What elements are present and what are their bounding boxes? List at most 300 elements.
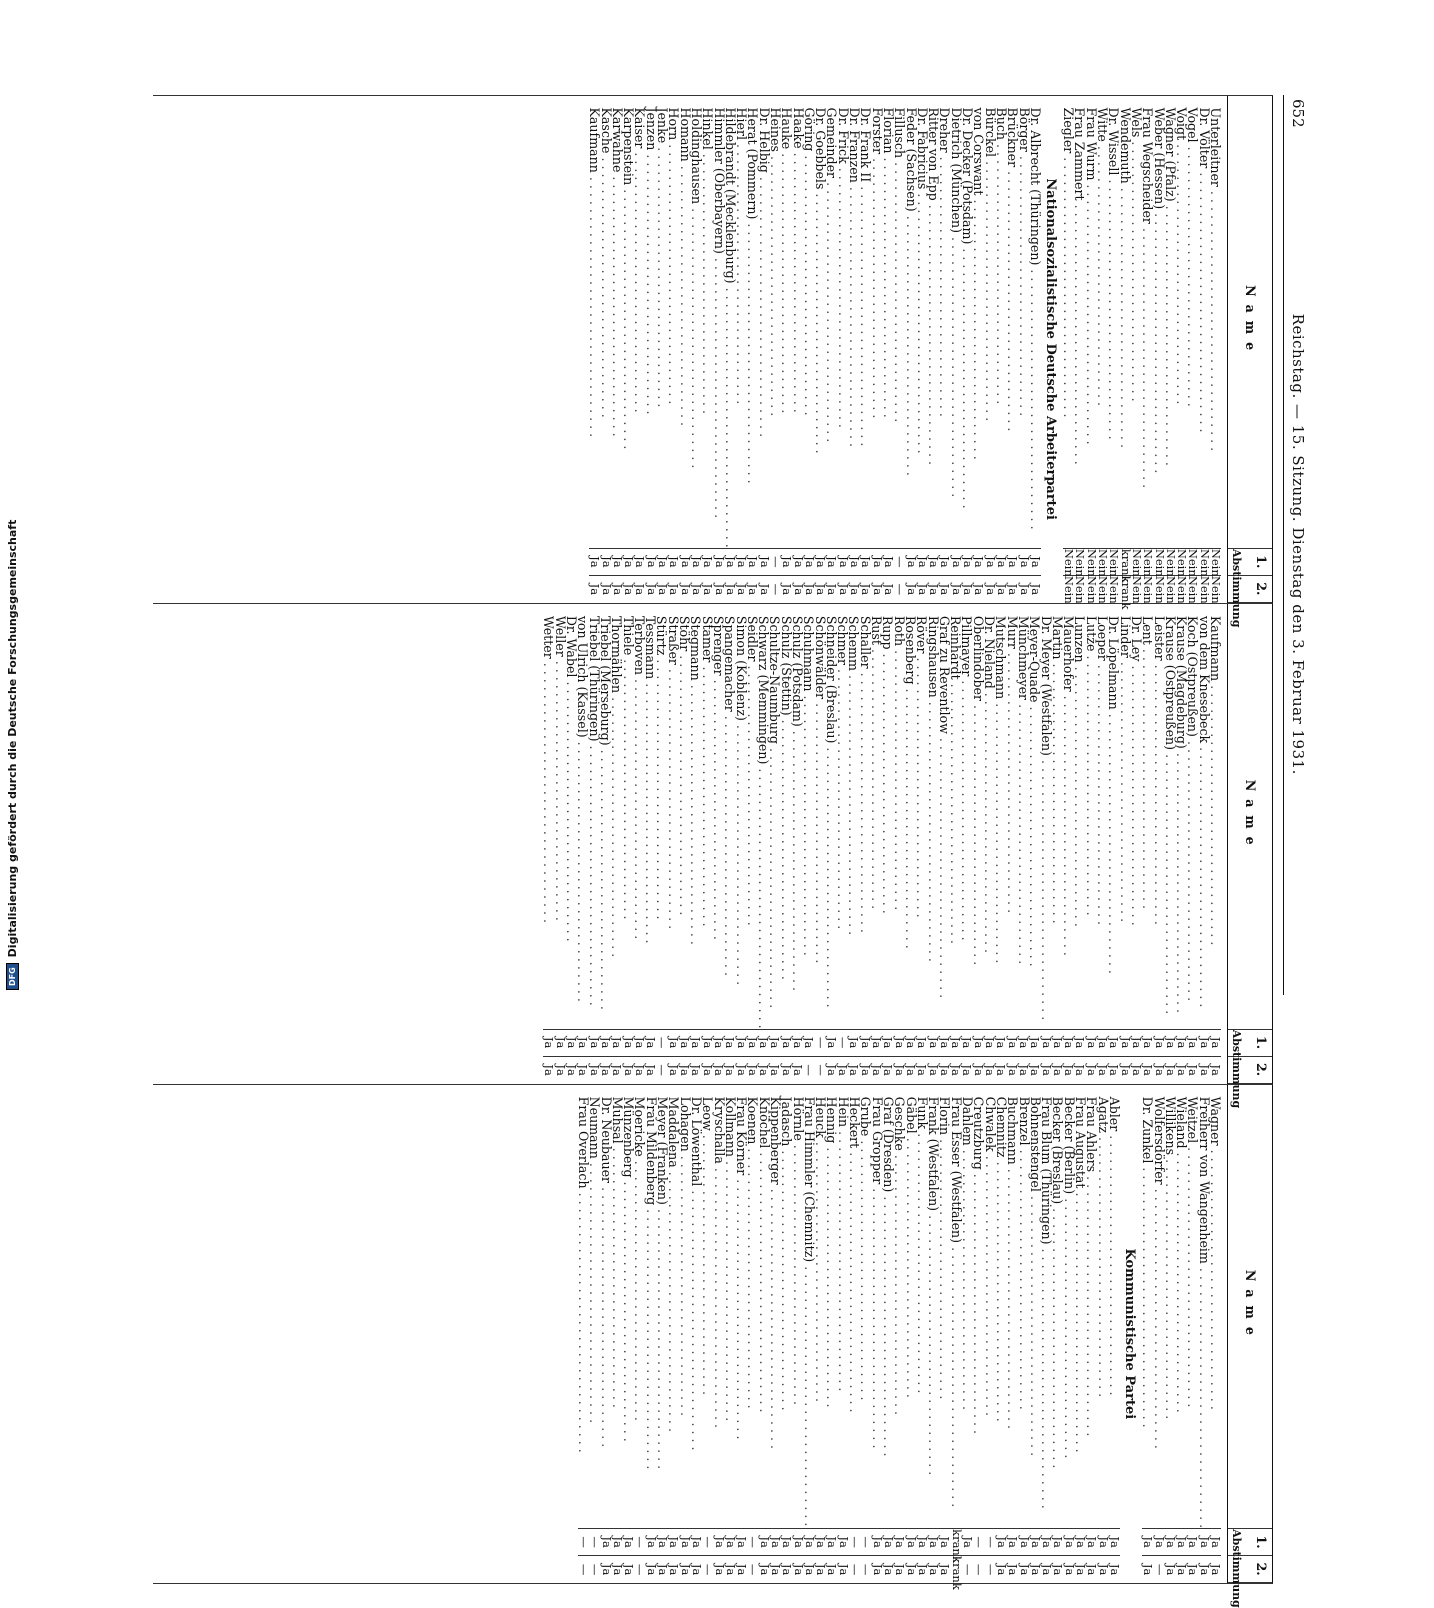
vote-1: Ja: [1176, 1529, 1187, 1556]
member-name: Loeper . . .: [1097, 604, 1108, 1030]
member-name: Schemm . . .: [848, 604, 859, 1030]
table-row: [948, 1085, 964, 1590]
vote-1: Nein: [1096, 548, 1111, 577]
vote-2: —: [972, 1563, 987, 1576]
vote-2: Ja: [1186, 1064, 1201, 1076]
vote-2: Ja: [848, 583, 863, 596]
digitization-note: [6, 520, 19, 990]
member-name: von dem Knesebeck . . .: [1198, 604, 1209, 1030]
member-name: Schultze-Naumburg . . .: [769, 604, 780, 1030]
member-name: Stamer . . .: [701, 604, 712, 1030]
vote-1: Ja: [792, 549, 803, 576]
vote-1: Ja: [667, 1030, 678, 1057]
vote-2: Ja: [735, 1563, 750, 1576]
member-name: Terboven . . .: [634, 604, 645, 1030]
vote-1: Ja: [668, 549, 679, 576]
vote-1: Ja: [962, 1529, 973, 1556]
vote-1: Ja: [905, 1529, 916, 1556]
vote-1: Ja: [871, 1030, 882, 1057]
member-name: Röver . . .: [916, 604, 927, 1030]
vote-1: Ja: [916, 1030, 927, 1057]
member-name: Münzenberg . . .: [623, 1085, 634, 1530]
vote-2: Ja: [1186, 1563, 1201, 1576]
vote-1: Ja: [883, 549, 894, 576]
member-name: Dr. Völter . . .: [1198, 96, 1209, 549]
member-name: Heuck . . .: [815, 1085, 826, 1530]
vote-2: Ja: [734, 1064, 749, 1076]
member-name: Kaufmann . . .: [589, 96, 600, 549]
vote-2: Ja: [723, 1064, 738, 1076]
vote-1: Ja: [1198, 1529, 1209, 1556]
page-number: 652: [1288, 99, 1307, 128]
vote-1: Ja: [1018, 1529, 1029, 1556]
vote-1: Nein: [1062, 548, 1077, 577]
abstimmung-header: Abstimmung: [1230, 548, 1244, 628]
member-name: Wetter . . .: [543, 604, 554, 1030]
table-row: [643, 1085, 659, 1584]
abstimmung-header: Abstimmung: [1230, 1029, 1244, 1109]
vote-2: Ja: [678, 1064, 693, 1076]
vote-1: Ja: [691, 1529, 702, 1556]
party-heading: Nationalsozialistische Deutsche Arbeiterpartei: [1042, 178, 1058, 520]
member-name: Dr. Nieland . . .: [984, 604, 995, 1030]
table-row: [1117, 604, 1133, 1084]
member-name: Kippenberger . . .: [770, 1085, 781, 1530]
vote-2: Ja: [1141, 1563, 1156, 1576]
vote-2: Ja: [757, 583, 772, 596]
vote-2: Nein: [1096, 575, 1111, 604]
member-name: Frau Zammert . . .: [1074, 96, 1085, 549]
vote-2: —: [859, 1563, 874, 1576]
member-name: Wendemuth . . .: [1119, 96, 1130, 549]
vote-1: Nein: [1084, 548, 1099, 577]
vote-2: Ja: [1051, 1563, 1066, 1576]
vote-1: Ja: [634, 1030, 645, 1057]
member-name: Stürtz . . .: [656, 604, 667, 1030]
table-row: [575, 1085, 591, 1584]
vote-2: Ja: [1074, 1563, 1089, 1576]
vote-1: Ja: [1131, 1030, 1142, 1057]
member-name: Pillmayer . . .: [961, 604, 972, 1030]
table-row: [857, 604, 873, 1084]
member-name: Ritter von Epp . . .: [928, 96, 939, 549]
document-page: [100, 95, 1310, 1608]
member-name: Schaller . . .: [860, 604, 871, 1030]
vote-1: Ja: [803, 1030, 814, 1057]
member-name: Triebel (Merseburg) . . .: [600, 604, 611, 1030]
vote-2: Ja: [927, 1563, 942, 1576]
vote-1: —: [702, 1529, 713, 1556]
vote-1: krank: [949, 1529, 964, 1563]
member-name: Becker (Breslau) . . .: [1052, 1085, 1063, 1530]
member-name: Jenzen . . .: [645, 96, 656, 549]
member-name: Knöchel . . .: [758, 1085, 769, 1530]
member-name: Frank (Westfalen) . . .: [928, 1085, 939, 1530]
vote-2: Ja: [622, 1563, 637, 1576]
vote-2: —: [655, 1064, 670, 1076]
vote-2: Ja: [802, 1563, 817, 1576]
member-name: Stöhr . . .: [679, 604, 690, 1030]
vote-2: Ja: [949, 583, 964, 596]
table-row: [643, 96, 659, 603]
table-row: [541, 604, 557, 1084]
vote-1: Ja: [1018, 1030, 1029, 1057]
vote-1: Ja: [984, 549, 995, 576]
vote-1: Ja: [690, 1030, 701, 1057]
member-name: Feder (Sachsen) . . .: [905, 96, 916, 549]
vote-1: Ja: [1108, 1030, 1119, 1057]
member-name: Lent . . .: [1142, 604, 1153, 1030]
vote-2: —: [802, 1064, 817, 1076]
vote-1: Ja: [849, 549, 860, 576]
vote-2: Ja: [1073, 1064, 1088, 1076]
vote-2: Ja: [1197, 1563, 1212, 1576]
vote-1: Ja: [848, 1030, 859, 1057]
table-row: [1095, 1085, 1111, 1584]
vote-1: Ja: [1030, 549, 1041, 576]
member-name: Straßer . . .: [667, 604, 678, 1030]
vote-2: Ja: [780, 583, 795, 596]
vote-1: Ja: [1086, 1529, 1097, 1556]
member-name: Leister . . .: [1153, 604, 1164, 1030]
vote-1: —: [849, 1529, 860, 1556]
table-row: [778, 604, 794, 1084]
vote-1: Ja: [645, 1529, 656, 1556]
vote-2: Ja: [824, 1064, 839, 1076]
member-name: Seidler . . .: [747, 604, 758, 1030]
vote-1: Ja: [950, 549, 961, 576]
member-name: Weber (Hessen) . . .: [1153, 96, 1164, 549]
vote-1: —: [747, 1529, 758, 1556]
member-name: Florian . . .: [883, 96, 894, 549]
vote-2: Ja: [599, 1563, 614, 1576]
member-name: Ziegler . . .: [1063, 96, 1074, 549]
vote-1: Ja: [1109, 1529, 1120, 1556]
vote-2: Ja: [678, 1563, 693, 1576]
vote-1: Ja: [973, 549, 984, 576]
vote-2: Ja: [588, 583, 603, 596]
vote-1: Ja: [1018, 549, 1029, 576]
vote-2: Nein: [1141, 575, 1156, 604]
vote-2: Ja: [915, 583, 930, 596]
vote-1: Ja: [1142, 1030, 1153, 1057]
member-name: Koenen . . .: [747, 1085, 758, 1530]
vote-1: —: [894, 549, 905, 576]
vote-2: Ja: [859, 583, 874, 596]
member-name: Gäbel . . .: [905, 1085, 916, 1530]
column-header: [1227, 1085, 1273, 1608]
member-name: Dahlem . . .: [962, 1085, 973, 1530]
vote-1: —: [984, 1529, 995, 1556]
member-name: Hierl . . .: [736, 96, 747, 549]
vote-1: Ja: [758, 549, 769, 576]
vote-2: Ja: [1096, 1563, 1111, 1576]
member-name: Dr. Helbig . . .: [758, 96, 769, 549]
vote-2: Ja: [836, 1064, 851, 1076]
member-name: Bürckel . . .: [984, 96, 995, 549]
vote-2: Ja: [903, 1064, 918, 1076]
member-name: Graf (Dresden) . . .: [883, 1085, 894, 1530]
table-row: [665, 604, 681, 1084]
member-name: Börger . . .: [1018, 96, 1029, 549]
member-name: Frau Mildenberg . . .: [645, 1085, 656, 1530]
vote-2: Ja: [836, 583, 851, 596]
vote-1: Ja: [894, 1529, 905, 1556]
vote-2: Ja: [1209, 1563, 1223, 1576]
member-name: Unterleitner . . .: [1210, 96, 1221, 549]
member-name: Jadasch . . .: [781, 1085, 792, 1530]
member-name: Frau Wegscheider . . .: [1142, 96, 1153, 549]
vote-1: Ja: [917, 549, 928, 576]
vote-1: Ja: [838, 1529, 849, 1556]
member-name: Göring . . .: [804, 96, 815, 549]
member-name: Abler . . .: [1109, 1085, 1120, 1530]
vote-2: —: [848, 1563, 863, 1576]
vote-2: Ja: [1107, 1064, 1122, 1076]
member-name: Dr. Goebbels . . .: [815, 96, 826, 549]
member-name: Kaufmann . . .: [1210, 604, 1221, 1030]
table-row: [699, 604, 715, 1084]
member-name: Dr. Decker (Potsdam) . . .: [962, 96, 973, 549]
vote-1: Ja: [735, 1030, 746, 1057]
vote-2: Ja: [791, 583, 806, 596]
vote-2: Ja: [689, 1563, 704, 1576]
vote-2: Nein: [1209, 575, 1223, 604]
vote-1: Ja: [612, 549, 623, 576]
table-row: [835, 1085, 851, 1584]
vote-2: Ja: [1107, 1563, 1122, 1576]
vote-2: Ja: [825, 1563, 840, 1576]
member-name: Dietrich (München) . . .: [950, 96, 961, 549]
member-name: Dr. Franzen . . .: [849, 96, 860, 549]
member-name: Heckert . . .: [849, 1085, 860, 1530]
vote-1: Ja: [657, 1529, 668, 1556]
member-name: Rust . . .: [871, 604, 882, 1030]
member-name: Horn . . .: [668, 96, 679, 549]
member-name: Hinkel . . .: [702, 96, 713, 549]
vote-1: Ja: [724, 1030, 735, 1057]
member-name: Oberlindober . . .: [972, 604, 983, 1030]
member-name: Münchmeyer . . .: [1018, 604, 1029, 1030]
vote-1: Ja: [1153, 1529, 1164, 1556]
table-row: [1083, 604, 1099, 1084]
member-name: Agatz . . .: [1097, 1085, 1108, 1530]
vote-2: Ja: [689, 583, 704, 596]
vote-2: Nein: [1186, 575, 1201, 604]
vote-1: Ja: [860, 1030, 871, 1057]
member-name: Thormählen . . .: [611, 604, 622, 1030]
member-name: Forster . . .: [871, 96, 882, 549]
vote2-header: 2.: [1228, 576, 1272, 603]
vote-1: Ja: [679, 549, 690, 576]
vote-1: Ja: [1007, 1529, 1018, 1556]
vote-2: Ja: [1084, 1064, 1099, 1076]
vote-2: Ja: [881, 1064, 896, 1076]
member-name: Funk . . .: [917, 1085, 928, 1530]
vote-2: Ja: [565, 1064, 580, 1076]
vote-2: Ja: [644, 1064, 659, 1076]
vote-column: [153, 95, 1273, 628]
vote-1: Ja: [939, 1030, 950, 1057]
vote-1: —: [860, 1529, 871, 1556]
vote-1: Ja: [928, 1529, 939, 1556]
member-name: Heines . . .: [770, 96, 781, 549]
vote-1: Ja: [1029, 1030, 1040, 1057]
vote-1: Nein: [1197, 548, 1212, 577]
vote-2: Ja: [1163, 1563, 1178, 1576]
member-name: Holdinghausen . . .: [691, 96, 702, 549]
vote-1: Ja: [668, 1529, 679, 1556]
vote-2: Nein: [1163, 575, 1178, 604]
table-row: [982, 96, 998, 603]
vote-2: —: [813, 1064, 828, 1076]
vote-2: —: [576, 1563, 591, 1576]
vote-2: Ja: [735, 583, 750, 596]
vote-2: Ja: [881, 1563, 896, 1576]
table-row: [1196, 96, 1212, 604]
member-name: Meyer (Franken) . . .: [657, 1085, 668, 1530]
member-name: Gemeinder . . .: [826, 96, 837, 549]
member-name: Krause (Magdeburg) . . .: [1176, 604, 1187, 1030]
member-name: Thiele . . .: [622, 604, 633, 1030]
member-name: Triebel (Thüringen) . . .: [588, 604, 599, 1030]
vote-2: Ja: [621, 1064, 636, 1076]
vote-1: Ja: [928, 549, 939, 576]
table-row: [869, 96, 885, 603]
table-row: [552, 604, 568, 1084]
member-name: Creutzburg . . .: [973, 1085, 984, 1530]
member-name: Mutschmann . . .: [995, 604, 1006, 1030]
vote-1: Ja: [1007, 549, 1018, 576]
vote-2: Ja: [1017, 583, 1032, 596]
member-name: Wolfersdörfer . . .: [1153, 1085, 1164, 1530]
member-name: Frau Gropper . . .: [871, 1085, 882, 1530]
vote-1: Ja: [1119, 1030, 1130, 1057]
member-name: Voigt . . .: [1176, 96, 1187, 549]
vote-2: Ja: [745, 1064, 760, 1076]
vote-1: Ja: [962, 549, 973, 576]
vote-1: —: [770, 549, 781, 576]
vote-1: Ja: [996, 549, 1007, 576]
vote-2: Ja: [893, 1563, 908, 1576]
member-name: Dreher . . .: [939, 96, 950, 549]
vote-2: Ja: [723, 583, 738, 596]
vote-column: [153, 1084, 1273, 1608]
vote-1: Ja: [1030, 1529, 1041, 1556]
vote-1: Ja: [1074, 1030, 1085, 1057]
table-row: [1140, 1085, 1156, 1584]
vote-2: Ja: [656, 583, 671, 596]
member-name: Moericke . . .: [634, 1085, 645, 1530]
member-name: Dr. Meyer (Westfalen) . . .: [1040, 604, 1051, 1030]
table-row: [970, 604, 986, 1084]
vote-1: Ja: [589, 549, 600, 576]
vote-2: Ja: [960, 1064, 975, 1076]
member-name: Dr. Wissell . . .: [1108, 96, 1119, 549]
member-name: Leow . . .: [702, 1085, 713, 1530]
member-name: Dr. Ley . . .: [1131, 604, 1142, 1030]
party-heading: Kommunistische Partei: [1121, 1248, 1137, 1420]
vote-1: —: [837, 1030, 848, 1057]
member-name: Frau Overlach . . .: [578, 1085, 589, 1530]
vote-1: Ja: [1187, 1529, 1198, 1556]
digitization-note-text: Digitalisierung gefördert durch die Deutsche Forschungsgemeinschaft: [6, 519, 19, 958]
vote-2: Ja: [1050, 1064, 1065, 1076]
vote-2: Ja: [1129, 1064, 1144, 1076]
member-name: Frau Wurm . . .: [1085, 96, 1096, 549]
vote-1: Ja: [905, 1030, 916, 1057]
vote-2: Ja: [994, 583, 1009, 596]
member-name: Kasche . . .: [600, 96, 611, 549]
vote-1: Ja: [893, 1030, 904, 1057]
vote-2: Ja: [587, 1064, 602, 1076]
name-header: Name: [1228, 604, 1272, 1030]
member-name: Wagner . . .: [1210, 1085, 1221, 1530]
member-name: Schmer . . .: [837, 604, 848, 1030]
vote-1: Ja: [725, 1529, 736, 1556]
vote-2: Ja: [881, 583, 896, 596]
vote-2: Ja: [971, 1064, 986, 1076]
vote-1: Ja: [1176, 1030, 1187, 1057]
vote-2: Nein: [1129, 575, 1144, 604]
member-name: Weitzel . . .: [1187, 1085, 1198, 1530]
vote-1: —: [973, 1529, 984, 1556]
vote-2: —: [633, 1563, 648, 1576]
vote-2: Ja: [847, 1064, 862, 1076]
member-name: Chwalek . . .: [984, 1085, 995, 1530]
vote-1: Ja: [939, 1529, 950, 1556]
member-name: Dr. Löpelmann . . .: [1108, 604, 1119, 1030]
vote-2: Ja: [599, 583, 614, 596]
vote-2: —: [588, 1563, 603, 1576]
table-row: [948, 96, 964, 603]
vote-2: Ja: [644, 1563, 659, 1576]
vote-2: Ja: [553, 1064, 568, 1076]
vote-1: Ja: [1165, 1529, 1176, 1556]
vote-1: Ja: [905, 549, 916, 576]
vote-2: Ja: [938, 1563, 953, 1576]
member-name: Schuhmann . . .: [803, 604, 814, 1030]
vote-1: Ja: [1187, 1030, 1198, 1057]
vote-2: —: [746, 1563, 761, 1576]
vote-2: Ja: [666, 1064, 681, 1076]
table-row: [756, 1085, 772, 1584]
member-name: Murr . . .: [1006, 604, 1017, 1030]
vote-1: Ja: [1210, 1529, 1221, 1556]
vote-1: Ja: [815, 549, 826, 576]
vote-2: Ja: [904, 1563, 919, 1576]
member-name: Willikens . . .: [1165, 1085, 1176, 1530]
table-row: [1061, 96, 1077, 604]
member-name: Roth . . .: [893, 604, 904, 1030]
member-name: Karwahne . . .: [612, 96, 623, 549]
vote-1: Ja: [713, 1529, 724, 1556]
member-name: von Corswant . . .: [973, 96, 984, 549]
vote-2: Ja: [1016, 1064, 1031, 1076]
vote-1: Ja: [713, 1030, 724, 1057]
vote2-header: 2.: [1228, 1556, 1272, 1583]
member-name: Vogel . . .: [1187, 96, 1198, 549]
member-name: Herat (Pommern) . . .: [747, 96, 758, 549]
table-row: [790, 1085, 806, 1584]
vote-1: Ja: [950, 1030, 961, 1057]
vote-2: krank: [1118, 575, 1133, 610]
member-name: Grube . . .: [860, 1085, 871, 1530]
vote-2: Ja: [644, 583, 659, 596]
table-row: [812, 604, 828, 1084]
table-row: [1061, 1085, 1077, 1584]
vote-column: [153, 603, 1273, 1109]
